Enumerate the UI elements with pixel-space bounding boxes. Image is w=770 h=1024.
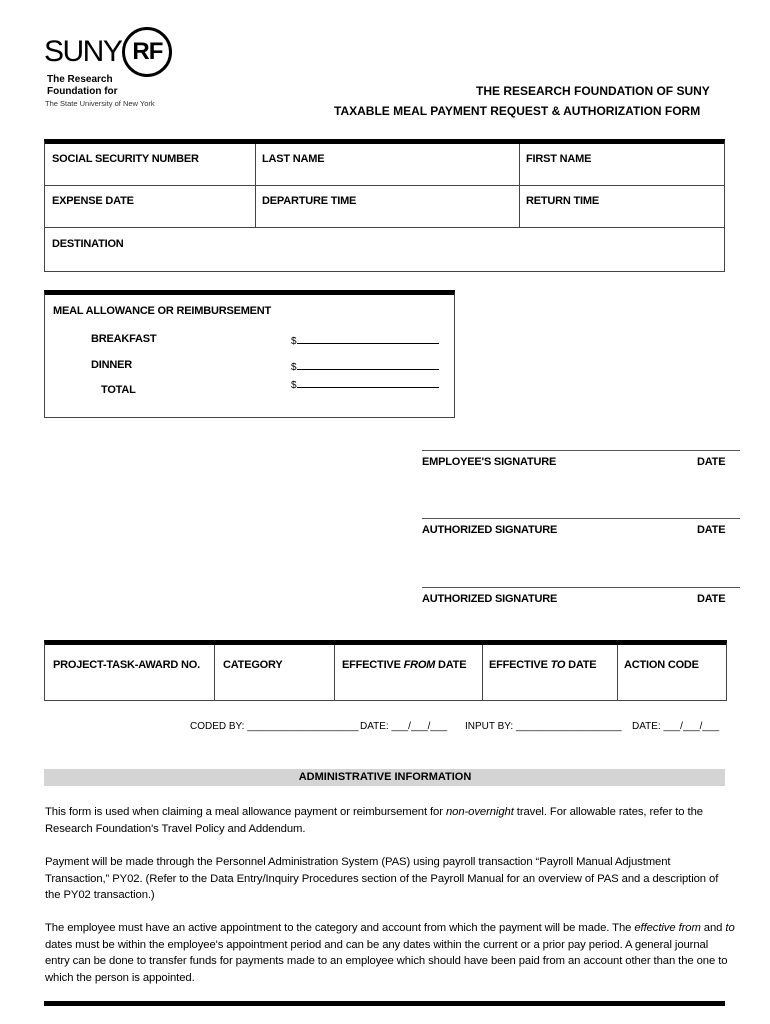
eff-to-text: EFFECTIVE (489, 659, 551, 671)
dinner-label: DINNER (91, 359, 132, 371)
first-name-field[interactable]: FIRST NAME (526, 153, 592, 165)
input-date-field[interactable]: DATE: ___/___/___ (632, 721, 720, 732)
input-by-field[interactable]: INPUT BY: ___________________ (465, 721, 622, 732)
logo-rf-circle: RF (122, 27, 172, 77)
authorized-signature-line-1[interactable] (422, 518, 740, 519)
admin-paragraph-1 (45, 804, 735, 837)
authorized-signature-label-2: AUTHORIZED SIGNATURE (422, 593, 558, 605)
coded-by-field[interactable]: CODED BY: ____________________ (190, 721, 359, 732)
last-name-field[interactable]: LAST NAME (262, 153, 325, 165)
total-amount-field[interactable] (291, 379, 439, 391)
organization-title: THE RESEARCH FOUNDATION OF SUNY (476, 84, 710, 98)
logo-suny-text: SUNY (44, 35, 122, 68)
authorized-signature-date-label-2: DATE (697, 593, 726, 605)
suny-rf-logo (44, 29, 172, 75)
eff-to-text-end: DATE (565, 659, 597, 671)
admin-paragraph-2: Payment will be made through the Personnel Administration System (PAS) using payroll transaction “Payroll Manual Adjustment Transaction,” PY02. (Refer to the Data Entry/Inquiry Procedures section of the Payroll Manual for an overview of PAS and a description of the PY02 transaction.) (45, 856, 719, 901)
authorized-signature-line-2[interactable] (422, 587, 740, 588)
para-emphasis: to (725, 922, 735, 934)
meal-allowance-title: MEAL ALLOWANCE OR REIMBURSEMENT (53, 305, 272, 317)
effective-from-date-field[interactable] (342, 659, 466, 671)
return-time-field[interactable]: RETURN TIME (526, 195, 599, 207)
departure-time-field[interactable]: DEPARTURE TIME (262, 195, 357, 207)
form-title: TAXABLE MEAL PAYMENT REQUEST & AUTHORIZATION FORM (334, 104, 701, 118)
expense-date-field[interactable]: EXPENSE DATE (52, 195, 134, 207)
para-text: This form is used when claiming a meal allowance payment or reimbursement for (45, 806, 446, 818)
project-task-award-field[interactable]: PROJECT-TASK-AWARD NO. (53, 659, 200, 671)
col-divider (617, 645, 618, 701)
employee-signature-line[interactable] (422, 450, 740, 451)
logo-line-1: The Research (47, 74, 113, 85)
employee-info-table (44, 139, 725, 272)
para-text: dates must be within the employee's appointment period and can be any dates within the current or a prior pay period. A general journal entry can be done to transfer funds for payments made to an employee which should have been paid from an account other than the one to which the person is appointed. (45, 938, 728, 984)
para-emphasis: non-overnight (445, 806, 514, 818)
logo-line-3: The State University of New York (45, 99, 155, 108)
category-field[interactable]: CATEGORY (223, 659, 283, 671)
ssn-field[interactable]: SOCIAL SECURITY NUMBER (52, 153, 199, 165)
row-divider (45, 227, 724, 228)
authorized-signature-label-1: AUTHORIZED SIGNATURE (422, 524, 558, 536)
col-divider (482, 645, 483, 701)
coded-date-field[interactable]: DATE: ___/___/___ (360, 721, 448, 732)
destination-field[interactable]: DESTINATION (52, 238, 124, 250)
col-divider (519, 144, 520, 227)
meal-allowance-box (44, 290, 455, 418)
employee-signature-label: EMPLOYEE'S SIGNATURE (422, 456, 557, 468)
breakfast-label: BREAKFAST (91, 333, 157, 345)
eff-to-emphasis: TO (550, 659, 566, 671)
eff-from-text-end: DATE (435, 659, 467, 671)
col-divider (334, 645, 335, 701)
col-divider (255, 144, 256, 227)
eff-from-text: EFFECTIVE (342, 659, 404, 671)
eff-from-emphasis: FROM (403, 659, 436, 671)
para-text: travel. For allowable rates, refer to the Research Foundation's Travel Policy and Addendum. (45, 806, 703, 835)
col-divider (214, 645, 215, 701)
action-code-field[interactable]: ACTION CODE (624, 659, 699, 671)
bottom-rule (44, 1001, 725, 1006)
total-label: TOTAL (101, 384, 136, 396)
dinner-amount-field[interactable] (291, 361, 439, 373)
employee-signature-date-label: DATE (697, 456, 726, 468)
breakfast-amount-field[interactable] (291, 335, 439, 347)
dollar-sign: $ (291, 362, 297, 373)
row-divider (45, 185, 724, 186)
logo-line-2: Foundation for (47, 86, 118, 97)
admin-info-title: ADMINISTRATIVE INFORMATION (298, 771, 472, 783)
dollar-sign: $ (291, 380, 297, 391)
effective-to-date-field[interactable] (489, 659, 596, 671)
admin-paragraph-3 (45, 920, 735, 986)
account-coding-table (44, 640, 727, 701)
dollar-sign: $ (291, 336, 297, 347)
authorized-signature-date-label-1: DATE (697, 524, 726, 536)
para-text: The employee must have an active appointment to the category and account from which the payment will be made. The (45, 922, 635, 934)
para-text: and (700, 922, 726, 934)
para-emphasis: effective from (634, 922, 701, 934)
